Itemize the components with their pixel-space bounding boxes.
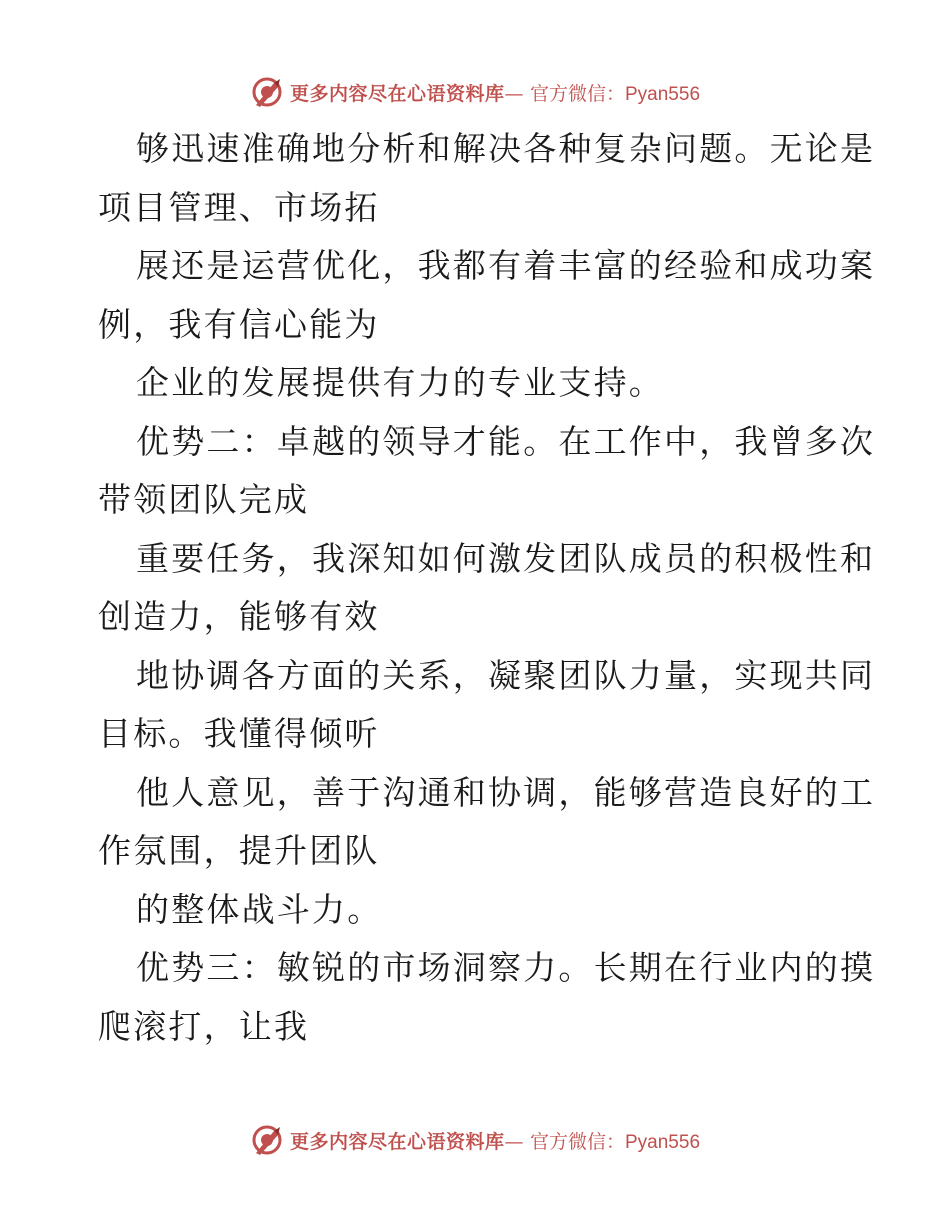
text-line: 项目管理、市场拓: [98, 187, 380, 227]
text-line: 目标。我懂得倾听: [98, 714, 380, 753]
text-line: 展还是运营优化，我都有着丰富的经验和成功案: [136, 246, 876, 285]
header-wechat-text: 官方微信：Pyan556: [530, 83, 701, 105]
text-line: 企业的发展提供有力的专业支持。: [136, 363, 664, 402]
text-line: 重要任务，我深知如何激发团队成员的积极性和: [136, 538, 876, 578]
text-line: 作氛围，提升团队: [98, 831, 380, 870]
header-banner-text: 更多内容尽在心语资料库—: [289, 82, 524, 105]
text-line: 爬滚打，让我: [98, 1006, 310, 1046]
footer-banner-text: 更多内容尽在心语资料库—: [289, 1130, 524, 1153]
text-line: 优势二：卓越的领导才能。在工作中，我曾多次: [136, 421, 876, 461]
text-line: 的整体战斗力。: [136, 889, 383, 929]
text-line: 创造力，能够有效: [98, 597, 380, 636]
document-body: [98, 120, 876, 1056]
header-banner: [0, 72, 950, 112]
text-line: 够迅速准确地分析和解决各种复杂问题。无论是: [136, 129, 876, 168]
text-line: 例，我有信心能为: [98, 304, 380, 344]
text-line: 优势三：敏锐的市场洞察力。长期在行业内的摸: [136, 948, 876, 987]
footer-wechat-text: 官方微信：Pyan556: [530, 1131, 701, 1153]
text-line: 地协调各方面的关系，凝聚团队力量，实现共同: [136, 655, 876, 695]
text-line: 带领团队完成: [98, 480, 310, 519]
pen-logo-icon: [250, 75, 284, 109]
footer-banner: [0, 1120, 950, 1160]
text-line: 他人意见，善于沟通和协调，能够营造良好的工: [136, 772, 876, 812]
pen-logo-icon: [250, 1123, 284, 1157]
